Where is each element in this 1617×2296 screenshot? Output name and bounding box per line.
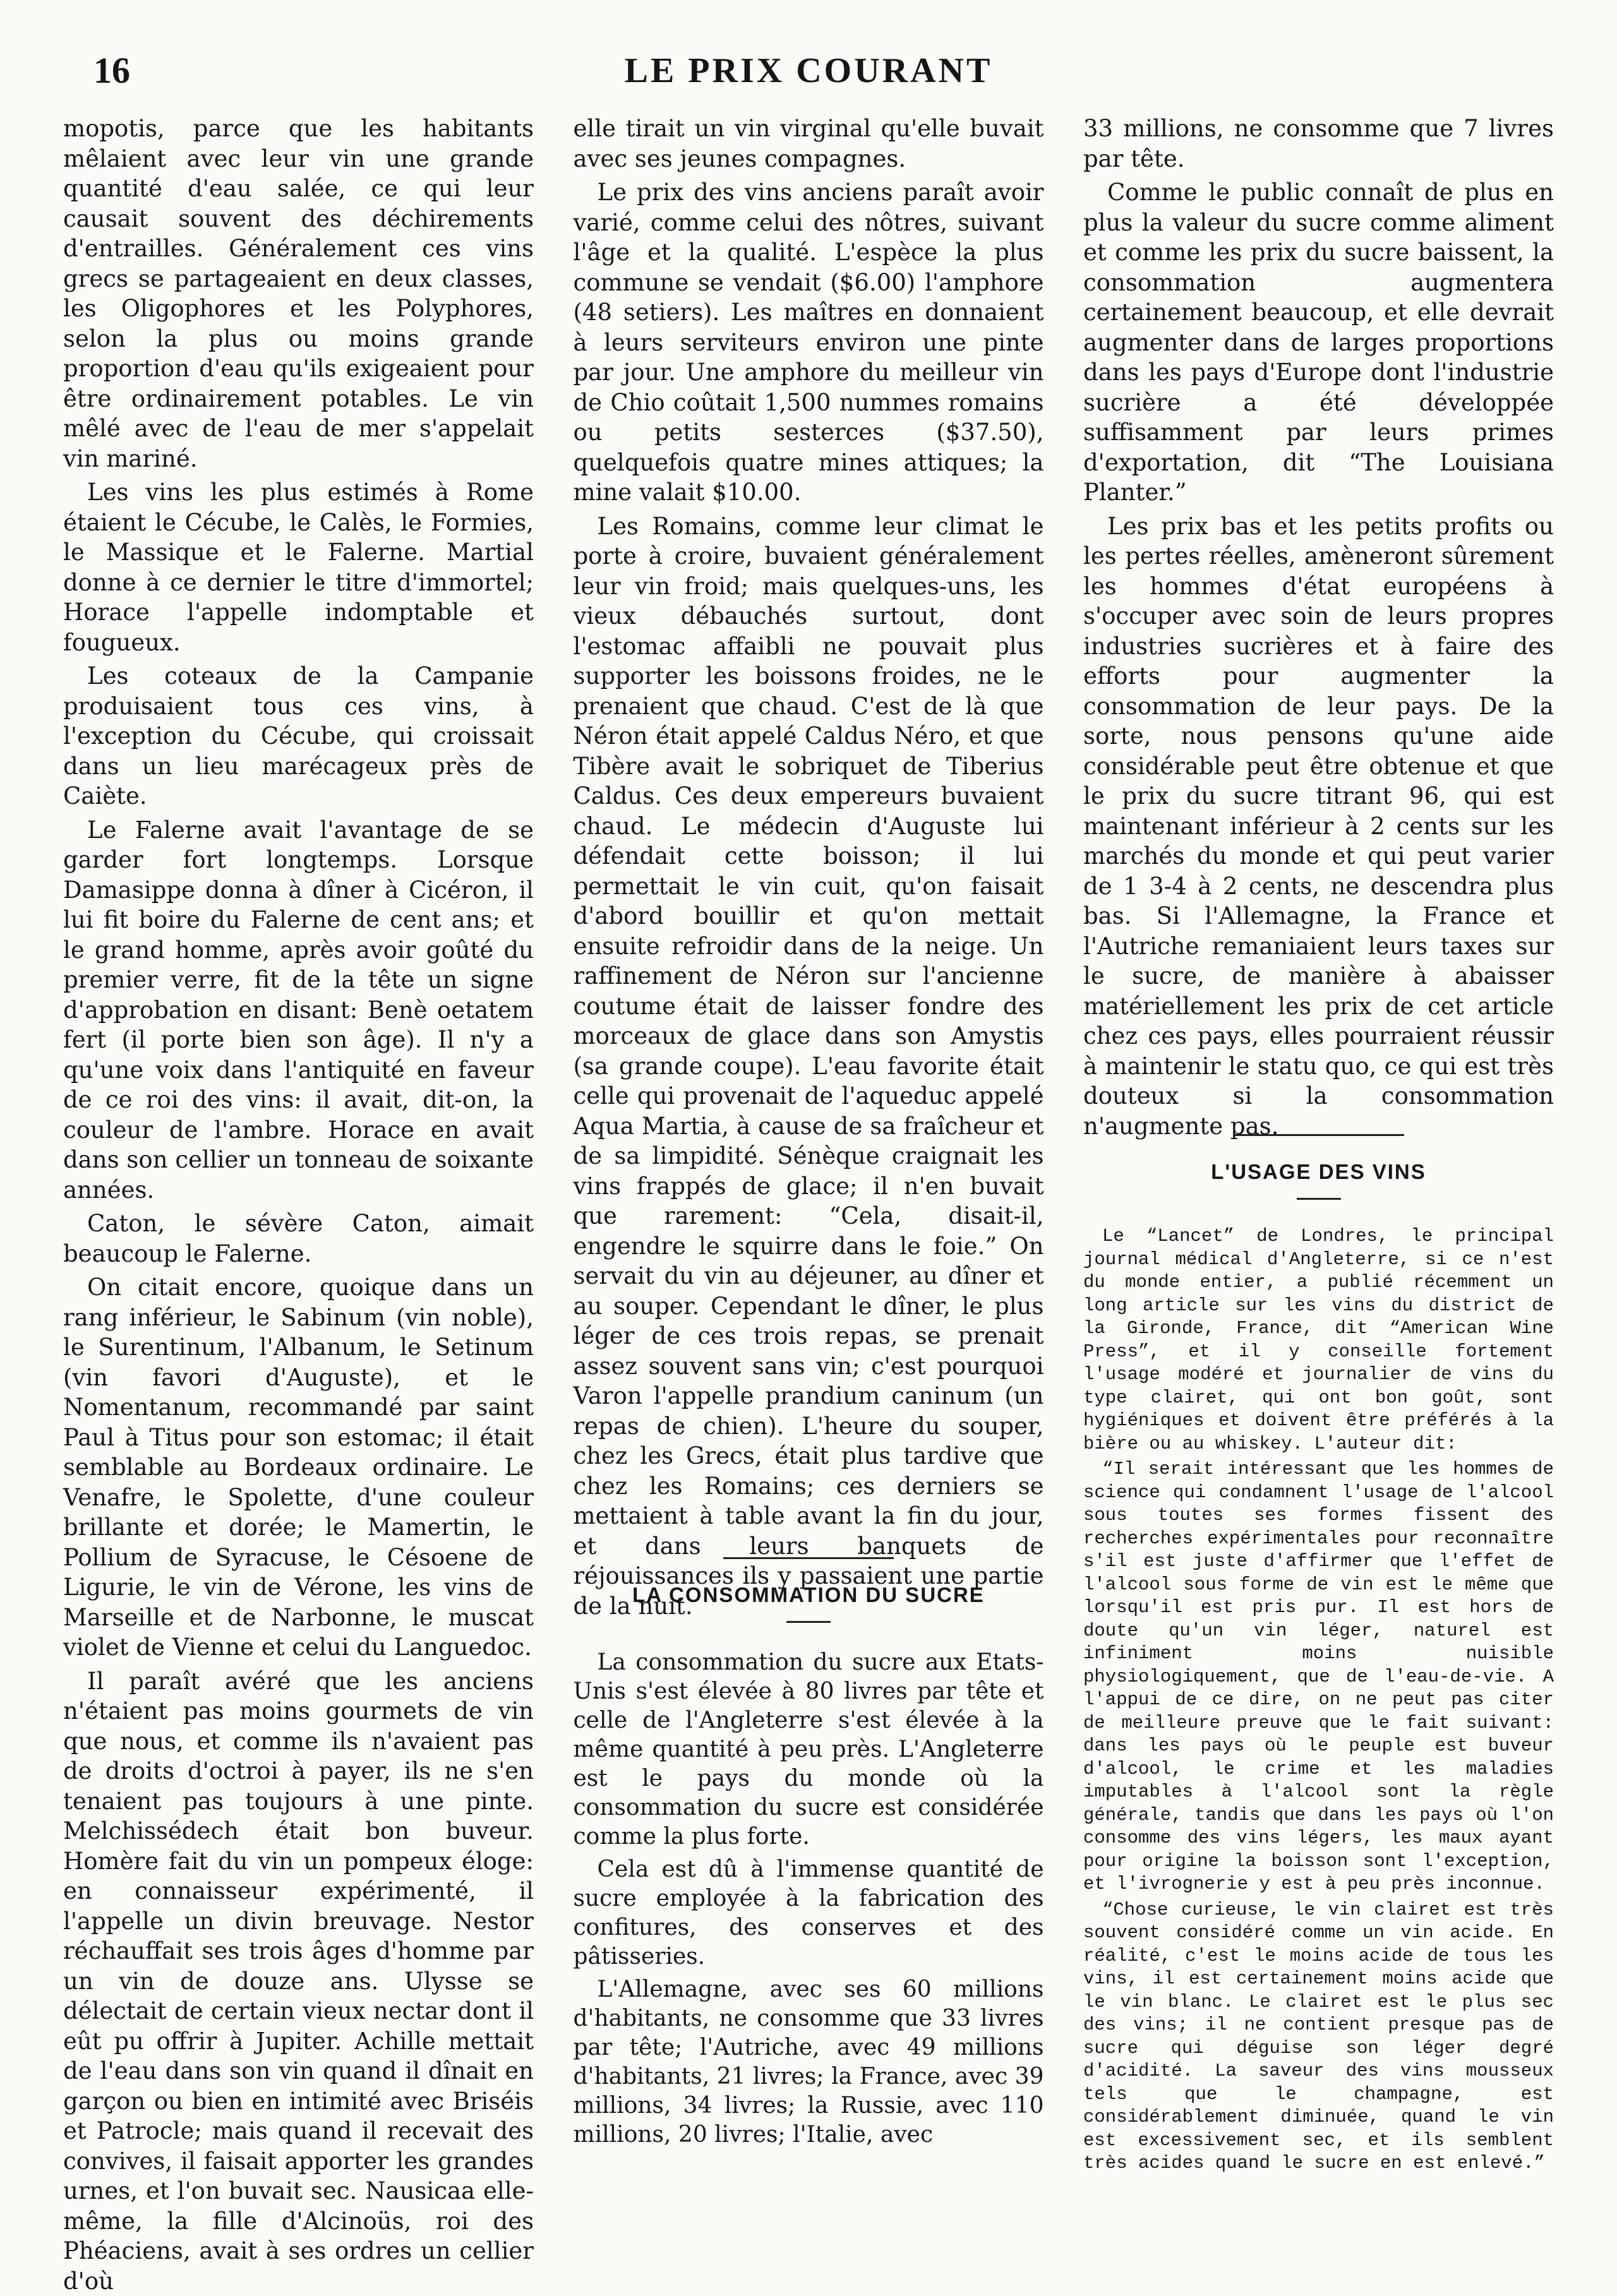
- paragraph: Les prix bas et les petits profits ou les pertes réelles, amèneront sûrement les hommes d'état européens à s'occuper avec soin de leurs propres industries sucrières et à faire des efforts pour augmenter la consommation de leur pays. De la sorte, nous pensons qu'une aide considérable peut être obtenue et que le prix du sucre titrant 96, qui est maintenant inférieur à 2 cents sur les marchés du monde et qui peut varier de 1 3-4 à 2 cents, ne descendra plus bas. Si l'Allemagne, la France et l'Autriche remaniaient leurs taxes sur le sucre, de manière à abaisser matériellement les prix de cet article chez ces pays, elles pourraient réussir à maintenir le statu quo, ce qui est très douteux si la consommation n'augmente pas.: [1083, 511, 1554, 1142]
- section-heading-sucre: LA CONSOMMATION DU SUCRE: [574, 1583, 1044, 1607]
- columns: [63, 114, 1554, 2210]
- column-1: [63, 114, 534, 2210]
- paragraph: Le Falerne avait l'avantage de se garder fort longtemps. Lorsque Damasippe donna à dîner à Cicéron, il lui fit boire du Falerne de cent ans; et le grand homme, après avoir goûté du premier verre, fit de la tête un signe d'approbation en disant: Benè oetatem fert (il porte bien son âge). Il n'y a qu'une voix dans l'antiquité en faveur de ce roi des vins: il avait, dit-on, la couleur de l'ambre. Horace en avait dans son cellier un tonneau de soixante années.: [63, 815, 534, 1205]
- column-3: [1083, 114, 1554, 2210]
- paragraph: elle tirait un vin virginal qu'elle buvait avec ses jeunes compagnes.: [574, 114, 1044, 174]
- wine-article-continuation: [574, 114, 1044, 1534]
- paragraph: Cela est dû à l'immense quantité de sucre employée à la fabrication des confitures, des conserves et des pâtisseries.: [574, 1855, 1044, 1971]
- heading-rule: [786, 1621, 831, 1623]
- paragraph: Il paraît avéré que les anciens n'étaient pas moins gourmets de vin que nous, et comme ils n'avaient pas de droits d'octroi à payer, ils ne s'en tenaient pas toujours à une pinte. Melchissédech était bon buveur. Homère fait du vin un pompeux éloge: en connaisseur expérimenté, il l'appelle un divin breuvage. Nestor réchauffait ses trois âges d'homme par un vin de douze ans. Ulysse se délectait de certain vieux nectar dont il eût pu offrir à Jupiter. Achille mettait de l'eau dans son vin quand il dînait en garçon ou bien en intimité avec Briséis et Patrocle; mais quand il recevait des convives, il faisait apporter les grandes urnes, et l'on buvait sec. Nausicaa elle-même, la fille d'Alcinoüs, roi des Phéaciens, avait à ses ordres un cellier d'où: [63, 1666, 534, 2296]
- page-header: [63, 44, 1554, 114]
- paragraph: Le “Lancet” de Londres, le principal journal médical d'Angleterre, si ce n'est du monde entier, a publié récemment un long article sur les vins du district de la Gironde, France, dit “American Wine Press”, et il y conseille fortement l'usage modéré et journalier de vins du type clairet, qui ont bon goût, sont hygiéniques et doivent être préférés à la bière ou au whiskey. L'auteur dit:: [1083, 1225, 1554, 1456]
- paragraph: Caton, le sévère Caton, aimait beaucoup le Falerne.: [63, 1209, 534, 1269]
- paragraph: Les vins les plus estimés à Rome étaient le Cécube, le Calès, le Formies, le Massique et le Falerne. Martial donne à ce dernier le titre d'immortel; Horace l'appelle indomptable et fougueux.: [63, 477, 534, 657]
- paragraph: Comme le public connaît de plus en plus la valeur du sucre comme aliment et comme les prix du sucre baissent, la consommation augmentera certainement beaucoup, et elle devrait augmenter dans de larges proportions dans les pays d'Europe dont l'industrie sucrière a été développée suffisamment par leurs primes d'exportation, dit “The Louisiana Planter.”: [1083, 177, 1554, 508]
- sucre-article-continuation: [1083, 114, 1554, 1111]
- column-2: [574, 114, 1044, 2210]
- section-heading-vins: L'USAGE DES VINS: [1083, 1160, 1554, 1184]
- paragraph: mopotis, parce que les habitants mêlaient avec leur vin une grande quantité d'eau salée, ce qui leur causait souvent des déchirements d'entrailles. Généralement ces vins grecs se partageaient en deux classes, les Oligophores et les Polyphores, selon la plus ou moins grande proportion d'eau qu'ils exigeaient pour être ordinairement potables. Le vin mêlé avec de l'eau de mer s'appelait vin mariné.: [63, 114, 534, 474]
- paragraph: Le prix des vins anciens paraît avoir varié, comme celui des nôtres, suivant l'âge et la qualité. L'espèce la plus commune se vendait ($6.00) l'amphore (48 setiers). Les maîtres en donnaient à leurs serviteurs environ une pinte par jour. Une amphore du meilleur vin de Chio coûtait 1,500 nummes romains ou petits sesterces ($37.50), quelquefois quatre mines attiques; la mine valait $10.00.: [574, 177, 1044, 508]
- paragraph: Les Romains, comme leur climat le porte à croire, buvaient généralement leur vin froid; mais quelques-uns, les vieux débauchés surtout, dont l'estomac affaibli ne pouvait plus supporter les boissons froides, ne le prenaient que chaud. C'est de là que Néron était appelé Caldus Néro, et que Tibère avait le sobriquet de Tiberius Caldus. Ces deux empereurs buvaient chaud. Le médecin d'Auguste lui défendait cette boisson; il lui permettait le vin cuit, qu'on faisait d'abord bouillir et qu'on mettait ensuite refroidir dans de la neige. Un raffinement de Néron sur l'ancienne coutume était de laisser fondre des morceaux de glace dans son Amystis (sa grande coupe). L'eau favorite était celle qui provenait de l'aqueduc appelé Aqua Martia, à cause de sa fraîcheur et de sa limpidité. Sénèque craignait les vins frappés de glace; il n'en buvait que rarement: “Cela, disait-il, engendre le squirre dans le foie.” On servait du vin au déjeuner, au dîner et au souper. Cependant le dîner, le plus léger de ces trois repas, se prenait assez souvent sans vin; c'est pourquoi Varon l'appelle prandium caninum (un repas de chien). L'heure du souper, chez les Grecs, était plus tardive que chez les Romains; ces derniers se mettaient à table avant la fin du jour, et dans leurs banquets de réjouissances ils y passaient une partie de la nuit.: [574, 511, 1044, 1622]
- heading-rule: [1297, 1198, 1341, 1200]
- paragraph: L'Allemagne, avec ses 60 millions d'habitants, ne consomme que 33 livres par tête; l'Autriche, avec 49 millions d'habitants, 21 livres; la France, avec 39 millions, 34 livres; la Russie, avec 110 millions, 20 livres; l'Italie, avec: [574, 1975, 1044, 2150]
- running-title: LE PRIX COURANT: [63, 51, 1554, 91]
- article-usage-des-vins: [1083, 1225, 1554, 2175]
- paragraph: La consommation du sucre aux Etats-Unis s'est élevée à 80 livres par tête et celle de l'Angleterre s'est élevée à la même quantité à peu près. L'Angleterre est le pays du monde où la consommation du sucre est considérée comme la plus forte.: [574, 1648, 1044, 1851]
- paragraph: 33 millions, ne consomme que 7 livres par tête.: [1083, 114, 1554, 174]
- paragraph: “Chose curieuse, le vin clairet est très souvent considéré comme un vin acide. En réalité, c'est le moins acide de tous les vins, il est certainement moins acide que le vin blanc. Le clairet est le plus sec des vins; il ne contient presque pas de sucre qui déguise son léger degré d'acidité. La saveur des vins mousseux tels que le champagne, est considérablement diminuée, quand le vin est excessivement sec, et ils semblent très acides quand le sucre en est enlevé.”: [1083, 1899, 1554, 2175]
- paragraph: Les coteaux de la Campanie produisaient tous ces vins, à l'exception du Cécube, qui croissait dans un lieu marécageux près de Caiète.: [63, 661, 534, 811]
- paragraph: “Il serait intéressant que les hommes de science qui condamnent l'usage de l'alcool sous toutes ses formes fissent des recherches expérimentales pour reconnaître s'il est juste d'affirmer que l'effet de l'alcool sous forme de vin est le même que lorsqu'il est pris pur. Il est hors de doute qu'un vin léger, naturel est infiniment moins nuisible physiologiquement, que de l'eau-de-vie. A l'appui de ce dire, on ne peut pas citer de meilleure preuve que le fait suivant: dans les pays où le peuple est buveur d'alcool, le crime et les maladies imputables à l'alcool sont la règle générale, tandis que dans les pays où l'on consomme des vins légers, les maux ayant pour origine la boisson sont l'exception, et l'ivrognerie y est à peu près inconnue.: [1083, 1458, 1554, 1896]
- page-number: 16: [93, 49, 130, 92]
- paragraph: On citait encore, quoique dans un rang inférieur, le Sabinum (vin noble), le Surentinum, l'Albanum, le Setinum (vin favori d'Auguste), et le Nomentanum, recommandé par saint Paul à Titus pour son estomac; il était semblable au Bordeaux ordinaire. Le Venafre, le Spolette, d'une couleur brillante et dorée; le Mamertin, le Pollium de Syracuse, le Césoene de Ligurie, le vin de Vérone, les vins de Marseille et de Narbonne, le muscat violet de Vienne et celui du Languedoc.: [63, 1272, 534, 1663]
- article-sucre: [574, 1648, 1044, 2150]
